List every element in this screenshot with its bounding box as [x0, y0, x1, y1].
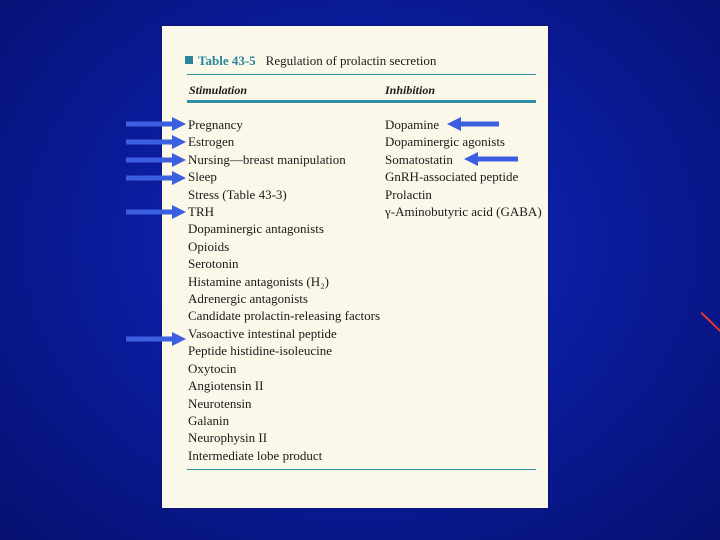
inhibition-list	[385, 116, 542, 220]
inhibition-item: Dopaminergic agonists	[385, 134, 505, 150]
left-arrow-icon	[464, 152, 518, 166]
stimulation-item: Intermediate lobe product	[188, 447, 323, 463]
stimulation-item: Angiotensin II	[188, 378, 264, 394]
decorative-line	[701, 312, 720, 334]
right-arrow-icon	[126, 205, 186, 219]
inhibition-item: Prolactin	[385, 186, 432, 202]
stimulation-header: Stimulation	[189, 83, 248, 97]
table-caption	[185, 53, 436, 71]
stimulation-item: Candidate prolactin-releasing factors	[188, 308, 381, 324]
stimulation-item: Peptide histidine-isoleucine	[188, 343, 333, 359]
stimulation-item: Opioids	[188, 238, 230, 254]
stimulation-item: Adrenergic antagonists	[188, 291, 308, 307]
table-title: Regulation of prolactin secretion	[265, 53, 437, 68]
top-rule	[187, 74, 536, 75]
stimulation-item: Oxytocin	[188, 360, 237, 376]
stimulation-item: Neurotensin	[188, 395, 252, 411]
right-arrow-icon	[126, 171, 186, 185]
caption-square-icon	[185, 56, 193, 64]
stimulation-item: Galanin	[188, 412, 230, 428]
left-arrow-icon	[447, 117, 499, 131]
stimulation-item: Pregnancy	[188, 117, 243, 132]
stimulation-list	[188, 116, 380, 464]
stimulation-item: Nursing—breast manipulation	[188, 151, 346, 167]
stimulation-item: Serotonin	[188, 256, 239, 272]
stimulation-item: Stress (Table 43-3)	[188, 186, 287, 202]
right-arrow-icon	[126, 332, 186, 346]
right-arrow-icon	[126, 153, 186, 167]
stimulation-item: TRH	[188, 204, 214, 220]
inhibition-item: GnRH-associated peptide	[385, 169, 519, 185]
stimulation-item: Sleep	[188, 169, 217, 185]
right-arrow-icon	[126, 117, 186, 131]
stimulation-item: Dopaminergic antagonists	[188, 221, 324, 237]
inhibition-item: Somatostatin	[385, 151, 453, 167]
table-label: Table 43-5	[198, 53, 256, 68]
stimulation-item: Neurophysin II	[188, 430, 268, 446]
scanned-table-page	[162, 26, 548, 508]
stimulation-item: Vasoactive intestinal peptide	[188, 325, 337, 341]
right-arrow-icon	[126, 135, 186, 149]
inhibition-item: Dopamine	[385, 117, 440, 132]
header-rule	[187, 100, 536, 103]
inhibition-item: γ-Aminobutyric acid (GABA)	[385, 204, 542, 220]
stimulation-item: Estrogen	[188, 134, 235, 150]
inhibition-header: Inhibition	[385, 83, 436, 97]
bottom-rule	[187, 469, 536, 470]
stimulation-item: Histamine antagonists (H₂)	[188, 273, 330, 289]
